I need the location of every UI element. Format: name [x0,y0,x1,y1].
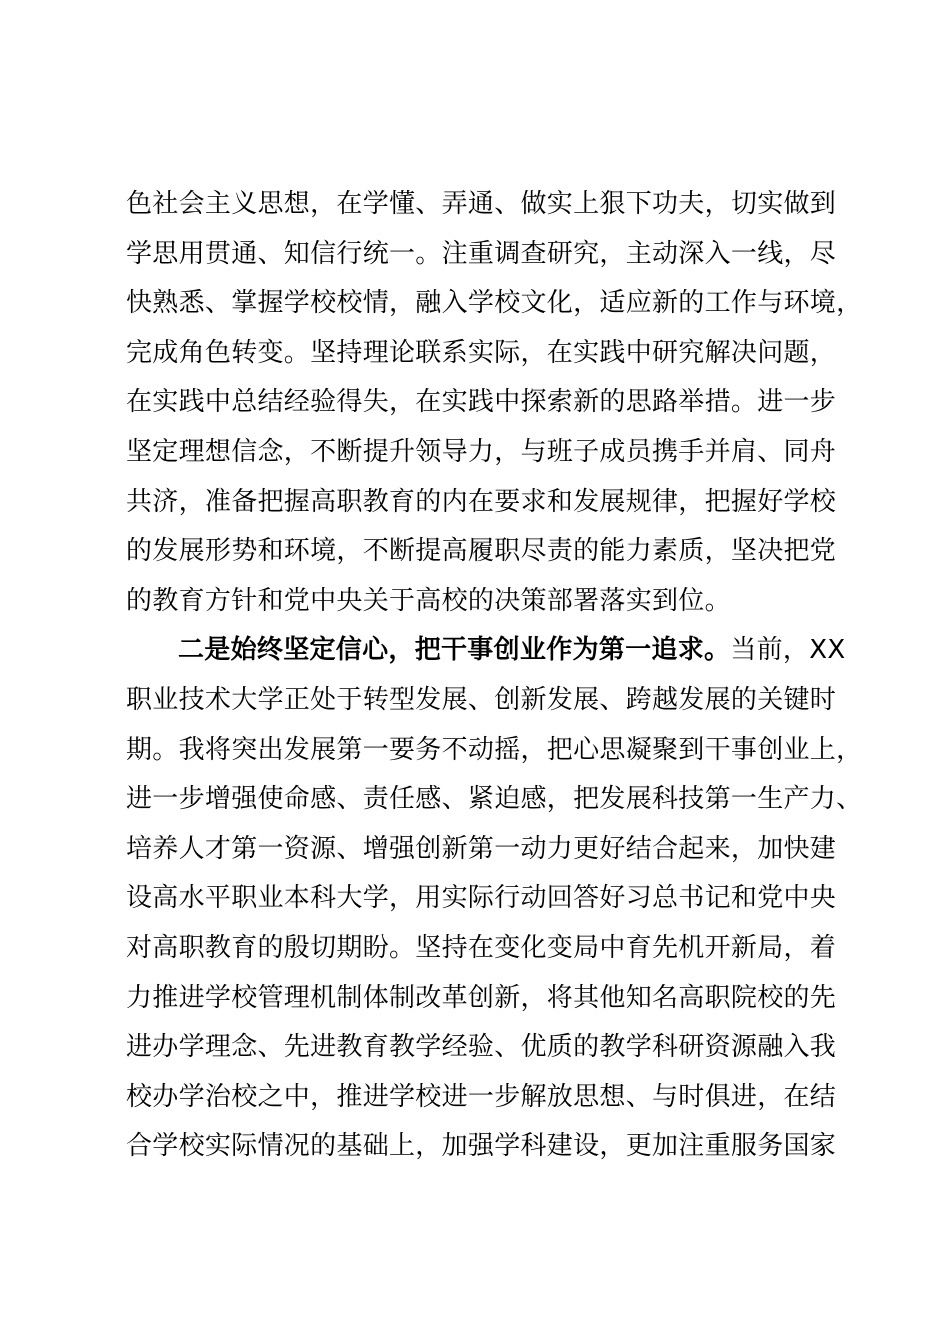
text-line: 校办学治校之中，推进学校进一步解放思想、与时俱进，在结 [126,1081,837,1112]
document-body [126,180,866,1172]
text-line: 快熟悉、掌握学校校情，融入学校文化，适应新的工作与环境， [126,288,863,319]
text-line: 共济，准备把握高职教育的内在要求和发展规律，把握好学校 [126,486,837,517]
text-line: 培养人才第一资源、增强创新第一动力更好结合起来，加快建 [126,833,837,864]
text-line: 合学校实际情况的基础上，加强学科建设，更加注重服务国家 [126,1131,837,1162]
text-line: 职业技术大学正处于转型发展、创新发展、跨越发展的关键时 [126,684,837,715]
text-line: 设高水平职业本科大学，用实际行动回答好习总书记和党中央 [126,883,837,914]
text-line: 进办学理念、先进教育教学经验、优质的教学科研资源融入我 [126,1032,837,1063]
text-line: 完成角色转变。坚持理论联系实际，在实践中研究解决问题， [126,337,837,368]
text-line: 学思用贯通、知信行统一。注重调查研究，主动深入一线，尽 [126,238,837,269]
text-line: 的发展形势和环境，不断提高履职尽责的能力素质，坚决把党 [126,536,837,567]
text-line: 进一步增强使命感、责任感、紧迫感，把发展科技第一生产力、 [126,784,863,815]
text-line: 对高职教育的殷切期盼。坚持在变化变局中育先机开新局，着 [126,932,837,963]
paragraph-heading-tail: 当前，XX [730,635,846,666]
text-line: 的教育方针和党中央关于高校的决策部署落实到位。 [126,585,731,616]
text-line: 期。我将突出发展第一要务不动摇，把心思凝聚到干事创业上， [126,734,863,765]
text-line: 色社会主义思想，在学懂、弄通、做实上狠下功夫，切实做到 [126,189,837,219]
paragraph-heading: 二是始终坚定信心，把干事创业作为第一追求。 [178,635,731,666]
text-line: 在实践中总结经验得失，在实践中探索新的思路举措。进一步 [126,387,837,418]
paragraph-heading-line [126,626,866,676]
text-line: 坚定理想信念，不断提升领导力，与班子成员携手并肩、同舟 [126,436,837,467]
text-line: 力推进学校管理机制体制改革创新，将其他知名高职院校的先 [126,982,837,1013]
